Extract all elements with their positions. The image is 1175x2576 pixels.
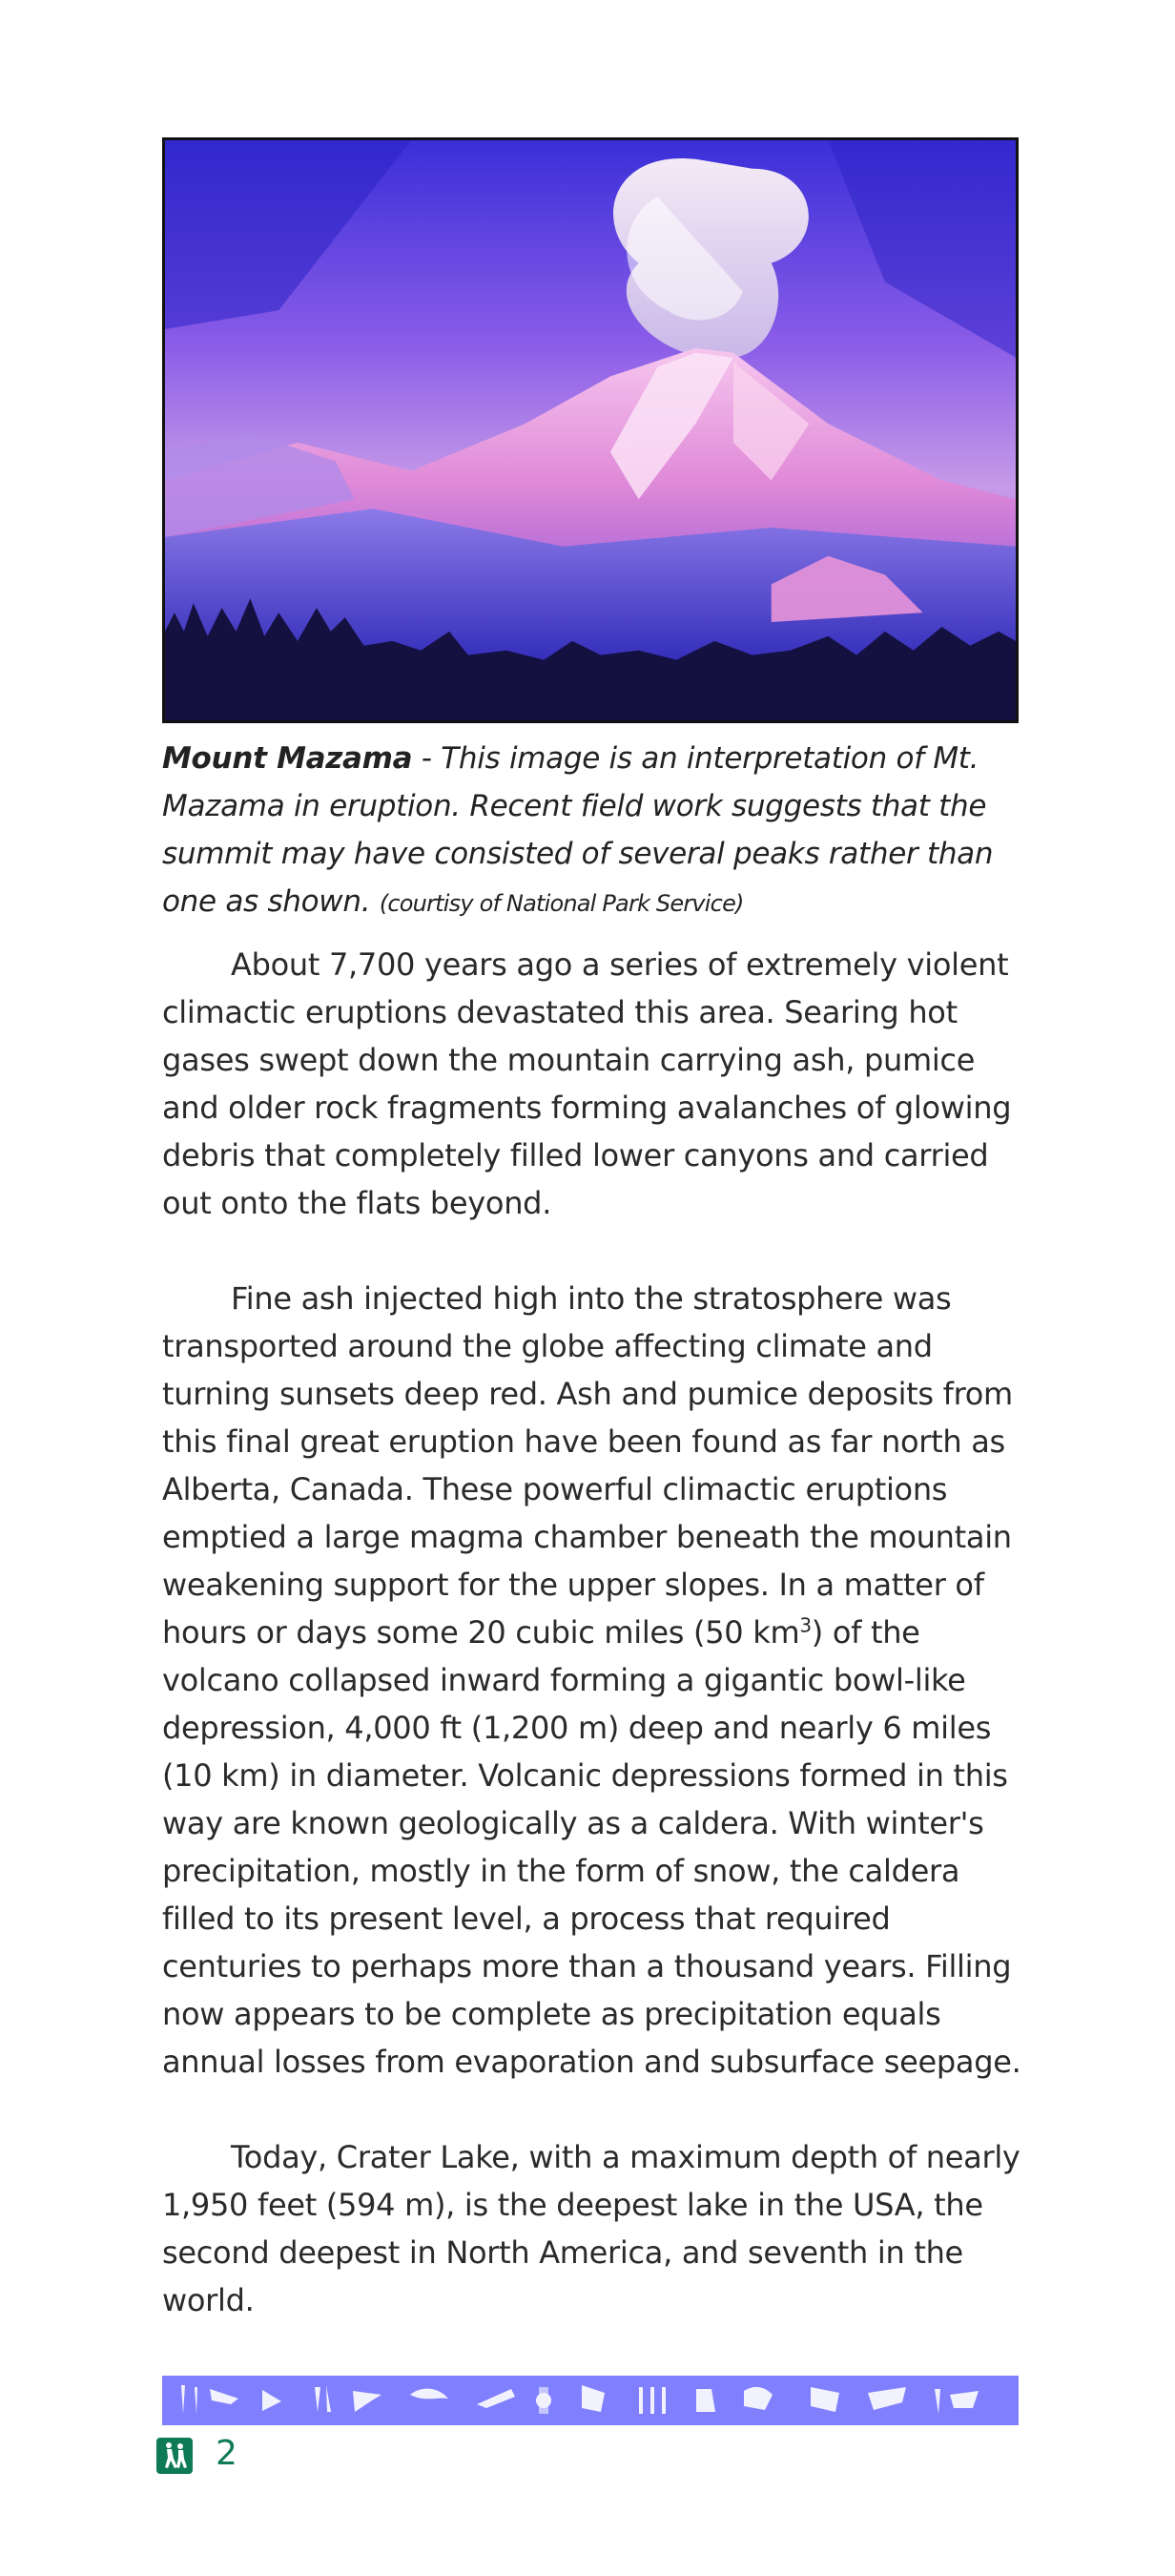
article-body — [162, 941, 1025, 2324]
page-number: 2 — [216, 2434, 237, 2473]
paragraph-eruption: About 7,700 years ago a series of extremely violent climactic eruptions devastated this area. Searing hot gases swept down the mountain carrying ash, pumice and older rock fragments forming avalanches of glowing debris that completely filled lower canyons and carried out onto the flats beyond. — [162, 946, 1012, 1221]
superscript-cubed: 3 — [799, 1613, 812, 1637]
figure-caption — [162, 735, 1020, 927]
caption-title: Mount Mazama — [162, 741, 413, 776]
hikers-icon — [156, 2438, 193, 2474]
paragraph-caldera — [162, 1275, 1025, 2086]
petroglyph-icons — [162, 2376, 1019, 2425]
paragraph-caldera-part1: Fine ash injected high into the stratosphere was transported around the globe affecting climate and turning sunsets deep red. Ash and pumice deposits from this final great eruption have been found as far north as Alberta, Canada. These powerful climactic eruptions emptied a large magma chamber beneath the mountain weakening support for the upper slopes. In a matter of hours or days some 20 cubic miles (50 km — [162, 1280, 1013, 1651]
petroglyph-band — [162, 2376, 1019, 2425]
paragraph-caldera-part2: ) of the volcano collapsed inward forming a gigantic bowl-like depression, 4,000 ft (1,200 m) deep and nearly 6 miles (10 km) in diameter. Volcanic depressions formed in this way are known geologically as a caldera. With winter's precipitation, mostly in the form of snow, the caldera filled to its present level, a process that required centuries to perhaps more than a thousand years. Filling now appears to be complete as precipitation equals annual losses from evaporation and subsurface seepage. — [162, 1614, 1021, 2080]
eruption-illustration — [165, 140, 1016, 720]
mount-mazama-painting — [162, 137, 1019, 723]
caption-text: - This image is an interpretation of Mt. Mazama in eruption. Recent field work suggests that the summit may have consisted of several peaks rather than one as shown. — [162, 741, 994, 919]
hikers-glyph — [156, 2438, 193, 2474]
caption-credit: (courtisy of National Park Service) — [379, 890, 744, 917]
paragraph-crater-lake: Today, Crater Lake, with a maximum depth of nearly 1,950 feet (594 m), is the deepest lake in the USA, the second deepest in North America, and seventh in the world. — [162, 2139, 1020, 2318]
